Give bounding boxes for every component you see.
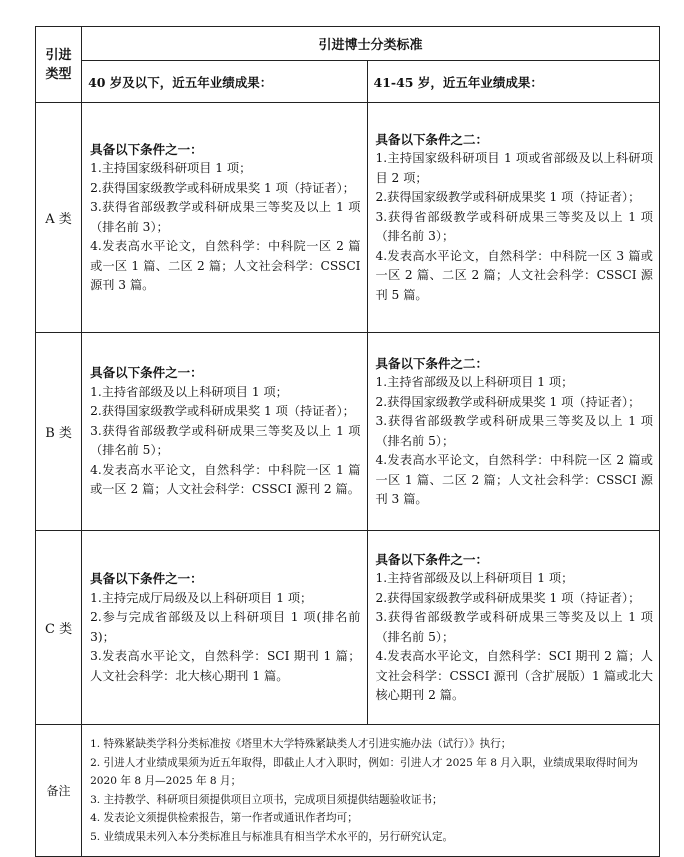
condition-item: 2.获得国家级教学或科研成果奖 1 项（持证者）；	[90, 404, 355, 419]
category-a-col1	[82, 103, 367, 333]
condition-title: 具备以下条件之一：	[90, 141, 203, 157]
header-row	[36, 27, 660, 61]
type-header-cell	[36, 27, 82, 103]
note-item: 1. 特殊紧缺类学科分类标准按《塔里木大学特殊紧缺类人才引进实施办法（试行）》执行；	[90, 738, 512, 750]
row-category-c	[36, 531, 660, 725]
category-c-col1	[82, 531, 367, 725]
condition-item: 4.发表高水平论文，自然科学：中科院一区 3 篇或一区 2 篇、二区 2 篇；人文社会科学：CSSCI 源刊 5 篇。	[375, 248, 653, 302]
condition-item: 1.主持完成厅局级及以上科研项目 1 项；	[90, 590, 313, 605]
condition-item: 1.主持省部级及以上科研项目 1 项；	[375, 571, 574, 585]
note-item: 4. 发表论文须提供检索报告，第一作者或通讯作者均可；	[90, 812, 358, 824]
condition-item: 1.主持省部级及以上科研项目 1 项；	[90, 384, 288, 399]
category-label-a: A 类	[36, 103, 82, 333]
note-item: 2. 引进人才业绩成果须为近五年取得，即截止人才入职时，例如：引进人才 2025 年 8 月入职，业绩成果取得时间为 2020 年 8 月—2025 年 8 月；	[90, 756, 639, 787]
condition-item: 4.发表高水平论文，自然科学：中科院一区 2 篇或一区 1 篇、二区 2 篇；人文社会科学：CSSCI 源刊 3 篇。	[90, 239, 361, 292]
condition-item: 3.获得省部级教学或科研成果三等奖及以上 1 项（排名前 5）；	[90, 423, 361, 458]
condition-item: 2.获得国家级教学或科研成果奖 1 项（持证者）；	[375, 590, 641, 605]
main-header: 引进博士分类标准	[82, 27, 660, 61]
condition-title: 具备以下条件之二：	[375, 131, 489, 147]
condition-item: 3.发表高水平论文，自然科学：SCI 期刊 1 篇；人文社会科学：北大核心期刊 1 篇。	[90, 649, 361, 683]
category-b-col2	[367, 333, 660, 531]
condition-item: 2.获得国家级教学或科研成果奖 1 项（持证者）；	[375, 394, 641, 409]
category-label-c: C 类	[36, 531, 82, 725]
condition-title: 具备以下条件之一：	[90, 365, 203, 381]
condition-title: 具备以下条件之二：	[375, 355, 489, 371]
subheader-row	[36, 61, 660, 103]
category-a-col2	[367, 103, 660, 333]
notes-content	[82, 725, 660, 857]
col1-header: 40 岁及以下，近五年业绩成果：	[82, 61, 367, 103]
condition-item: 1.主持国家级科研项目 1 项或省部级及以上科研项目 2 项；	[375, 151, 653, 185]
condition-item: 3.获得省部级教学或科研成果三等奖及以上 1 项（排名前 3）；	[375, 209, 653, 244]
condition-item: 4.发表高水平论文，自然科学：中科院一区 1 篇或一区 2 篇；人文社会科学：CSSCI 源刊 2 篇。	[90, 462, 361, 497]
category-b-col1	[82, 333, 367, 531]
condition-item: 2.获得国家级教学或科研成果奖 1 项（持证者）；	[375, 190, 641, 205]
note-item: 5. 业绩成果未列入本分类标准且与标准具有相当学术水平的，另行研究认定。	[90, 830, 454, 843]
condition-title: 具备以下条件之一：	[375, 551, 489, 567]
category-label-b: B 类	[36, 333, 82, 531]
col2-header: 41-45 岁，近五年业绩成果：	[367, 61, 660, 103]
condition-item: 2.获得国家级教学或科研成果奖 1 项（持证者）；	[90, 180, 355, 195]
note-item: 3. 主持教学、科研项目须提供项目立项书，完成项目须提供结题验收证书；	[90, 793, 443, 806]
condition-item: 4.发表高水平论文，自然科学：SCI 期刊 2 篇；人文社会科学：CSSCI 源刊（含扩展版）1 篇或北大核心期刊 2 篇。	[375, 649, 653, 702]
row-notes	[36, 725, 660, 857]
notes-label: 备注	[36, 725, 82, 857]
row-category-b	[36, 333, 660, 531]
type-header-line-2: 类型	[45, 66, 72, 82]
condition-item: 4.发表高水平论文，自然科学：中科院一区 2 篇或一区 1 篇、二区 2 篇；人文社会科学：CSSCI 源刊 3 篇。	[375, 453, 653, 506]
condition-item: 1.主持省部级及以上科研项目 1 项；	[375, 375, 574, 389]
talent-standards-table	[35, 26, 660, 857]
condition-item: 1.主持国家级科研项目 1 项；	[90, 161, 252, 175]
condition-item: 3.获得省部级教学或科研成果三等奖及以上 1 项（排名前 3）；	[90, 200, 361, 234]
condition-item: 3.获得省部级教学或科研成果三等奖及以上 1 项（排名前 5）；	[375, 610, 653, 644]
category-c-col2	[367, 531, 660, 725]
type-header-line-1: 引进	[45, 47, 72, 63]
condition-title: 具备以下条件之一：	[90, 571, 203, 586]
row-category-a	[36, 103, 660, 333]
condition-item: 2.参与完成省部级及以上科研项目 1 项(排名前 3)；	[90, 610, 361, 644]
condition-item: 3.获得省部级教学或科研成果三等奖及以上 1 项（排名前 5）；	[375, 414, 653, 448]
